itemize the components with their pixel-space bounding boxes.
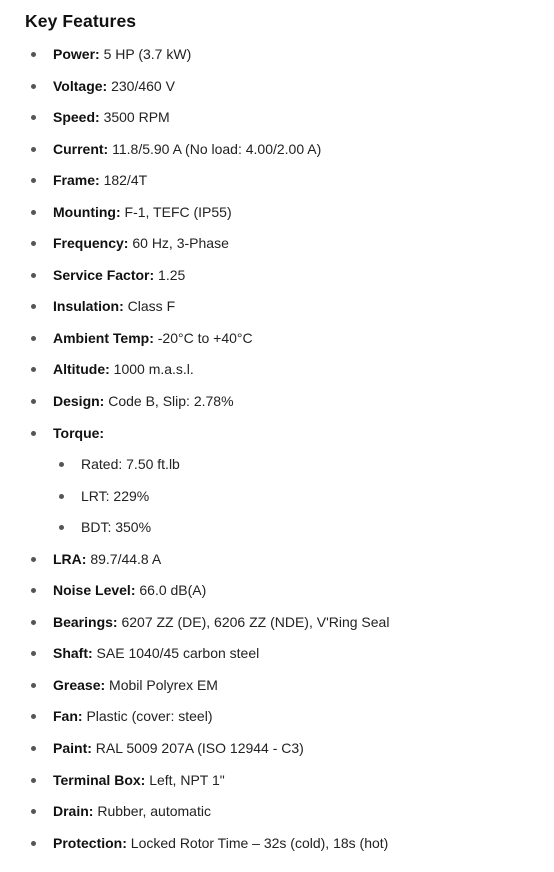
bullet-icon <box>31 178 36 183</box>
feature-item-terminal-box <box>0 765 554 797</box>
feature-value: 230/460 V <box>107 77 175 94</box>
feature-item-grease <box>0 670 554 702</box>
feature-label: Drain: <box>53 803 94 820</box>
feature-label: Altitude: <box>53 361 110 378</box>
bullet-icon <box>31 273 36 278</box>
feature-value: 182/4T <box>99 172 148 189</box>
feature-value: 66.0 dB(A) <box>135 582 207 599</box>
feature-label: Torque: <box>53 424 105 441</box>
section-heading: Key Features <box>25 11 137 31</box>
feature-item-voltage <box>0 71 554 103</box>
feature-label: Shaft: <box>53 645 93 662</box>
bullet-icon <box>31 841 36 846</box>
feature-label: Speed: <box>53 109 100 126</box>
feature-label: Fan: <box>53 708 83 725</box>
feature-value: Mobil Polyrex EM <box>105 676 218 693</box>
feature-item-ambient-temp <box>0 323 554 355</box>
bullet-icon <box>31 52 36 57</box>
feature-value: F-1, TEFC (IP55) <box>120 203 232 220</box>
feature-value: SAE 1040/45 carbon steel <box>92 645 260 662</box>
feature-item-design <box>0 386 554 418</box>
feature-label: Power: <box>53 46 100 62</box>
feature-item-current <box>0 134 554 166</box>
feature-label: Frequency: <box>53 235 129 252</box>
bullet-icon <box>59 494 64 499</box>
torque-subitem-lrt <box>0 481 554 513</box>
feature-item-insulation <box>0 291 554 323</box>
feature-item-shaft <box>0 638 554 670</box>
feature-value: Locked Rotor Time – 32s (cold), 18s (hot) <box>126 834 389 851</box>
bullet-icon <box>31 147 36 152</box>
torque-subitem-rated <box>0 449 554 481</box>
bullet-icon <box>31 809 36 814</box>
feature-label: Bearings: <box>53 613 118 630</box>
feature-item-protection <box>0 828 554 860</box>
feature-value: Code B, Slip: 2.78% <box>104 393 234 410</box>
feature-item-mounting <box>0 197 554 229</box>
feature-value: 1000 m.a.s.l. <box>109 361 194 378</box>
feature-label: Terminal Box: <box>53 771 146 788</box>
feature-value: RAL 5009 207A (ISO 12944 - C3) <box>91 740 304 757</box>
subitem-text: Rated: 7.50 ft.lb <box>81 456 180 473</box>
feature-value: Left, NPT 1" <box>145 771 225 788</box>
feature-value: 3500 RPM <box>99 109 170 126</box>
feature-label: Protection: <box>53 834 127 851</box>
feature-label: Frame: <box>53 172 100 189</box>
feature-value: 6207 ZZ (DE), 6206 ZZ (NDE), V'Ring Seal <box>117 613 390 630</box>
feature-value: 11.8/5.90 A (No load: 4.00/2.00 A) <box>108 140 322 157</box>
bullet-icon <box>31 620 36 625</box>
bullet-icon <box>31 588 36 593</box>
feature-list <box>0 39 554 859</box>
feature-value: 5 HP (3.7 kW) <box>99 46 192 62</box>
bullet-icon <box>59 525 64 530</box>
feature-label: Voltage: <box>53 77 108 94</box>
bullet-icon <box>31 210 36 215</box>
feature-label: Noise Level: <box>53 582 136 599</box>
feature-label: Mounting: <box>53 203 121 220</box>
bullet-icon <box>31 115 36 120</box>
bullet-icon <box>31 557 36 562</box>
feature-label: Design: <box>53 393 105 410</box>
feature-label: Paint: <box>53 740 92 757</box>
torque-subitem-bdt <box>0 512 554 544</box>
feature-item-torque <box>0 418 554 450</box>
feature-item-power <box>0 39 554 71</box>
feature-item-frequency <box>0 228 554 260</box>
feature-value: 60 Hz, 3-Phase <box>128 235 229 252</box>
feature-label: Ambient Temp: <box>53 329 154 346</box>
feature-item-fan <box>0 701 554 733</box>
feature-label: Current: <box>53 140 109 157</box>
bullet-icon <box>31 367 36 372</box>
bullet-icon <box>31 84 36 89</box>
bullet-icon <box>31 431 36 436</box>
bullet-icon <box>31 399 36 404</box>
feature-item-speed <box>0 102 554 134</box>
bullet-icon <box>31 241 36 246</box>
bullet-icon <box>31 304 36 309</box>
feature-label: Grease: <box>53 676 106 693</box>
feature-label: Insulation: <box>53 298 124 315</box>
bullet-icon <box>31 683 36 688</box>
feature-item-noise-level <box>0 575 554 607</box>
bullet-icon <box>31 778 36 783</box>
feature-item-drain <box>0 796 554 828</box>
bullet-icon <box>31 746 36 751</box>
feature-item-paint <box>0 733 554 765</box>
feature-label: Service Factor: <box>53 266 155 283</box>
feature-label: LRA: <box>53 550 87 567</box>
bullet-icon <box>31 651 36 656</box>
subitem-text: BDT: 350% <box>81 519 152 536</box>
feature-value: 89.7/44.8 A <box>86 550 162 567</box>
bullet-icon <box>31 336 36 341</box>
feature-item-frame <box>0 165 554 197</box>
feature-item-bearings <box>0 607 554 639</box>
feature-value: Rubber, automatic <box>93 803 211 820</box>
feature-value: Plastic (cover: steel) <box>82 708 213 725</box>
feature-item-service-factor <box>0 260 554 292</box>
bullet-icon <box>59 462 64 467</box>
subitem-text: LRT: 229% <box>81 487 150 504</box>
feature-value: Class F <box>123 298 176 315</box>
bullet-icon <box>31 714 36 719</box>
feature-value: -20°C to +40°C <box>153 329 253 346</box>
feature-item-altitude <box>0 354 554 386</box>
feature-item-lra <box>0 544 554 576</box>
feature-value: 1.25 <box>154 266 186 283</box>
